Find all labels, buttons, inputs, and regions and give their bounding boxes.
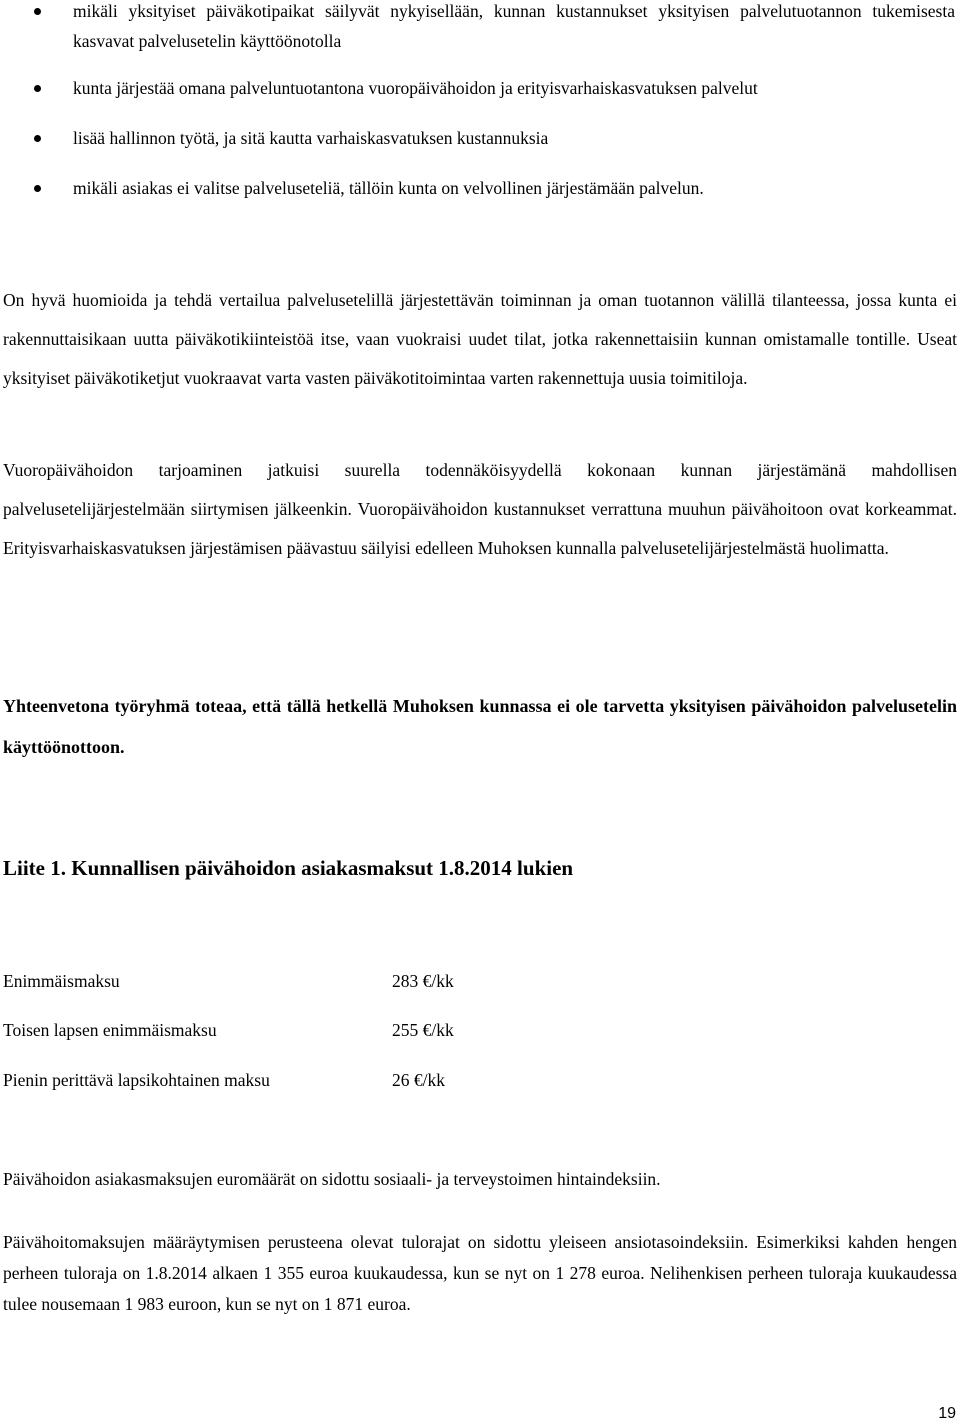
bullet-text: kunta järjestää omana palveluntuotantona vuoropäivähoidon ja erityisvarhaiskasvatuksen palvelut (73, 78, 758, 98)
fee-label: Enimmäismaksu (3, 971, 120, 991)
bullet-dot-icon (34, 185, 41, 192)
bullet-text: mikäli asiakas ei valitse palveluseteliä, tällöin kunta on velvollinen järjestämään palvelun. (73, 178, 704, 198)
paragraph-price-index: Päivähoidon asiakasmaksujen euromäärät on sidottu sosiaali- ja terveystoimen hintaindeksiin. (3, 1169, 661, 1189)
paragraph-shift-care: Vuoropäivähoidon tarjoaminen jatkuisi suurella todennäköisyydellä kokonaan kunnan järjestämänä mahdollisen palvelusetelijärjestelmään siirtymisen jälkeenkin. Vuoropäivähoidon kustannukset verrattuna muuhun päivähoitoon ovat korkeammat. Erityisvarhaiskasvatuksen järjestämisen päävastuu säilyisi edelleen Muhoksen kunnalla palvelusetelijärjestelmästä huolimatta. (3, 460, 957, 558)
summary-conclusion: Yhteenvetona työryhmä toteaa, että tällä hetkellä Muhoksen kunnassa ei ole tarvetta yksityisen päivähoidon palvelusetelin käyttöönottoon. (3, 696, 957, 757)
fee-value: 283 €/kk (392, 971, 454, 991)
fee-value: 26 €/kk (392, 1070, 445, 1090)
page-number: 19 (938, 1405, 956, 1422)
bullet-text: lisää hallinnon työtä, ja sitä kautta varhaiskasvatuksen kustannuksia (73, 128, 549, 148)
bullet-dot-icon (34, 135, 41, 142)
bullet-dot-icon (34, 8, 41, 15)
fee-label: Toisen lapsen enimmäismaksu (3, 1020, 217, 1040)
appendix-heading: Liite 1. Kunnallisen päivähoidon asiakasmaksut 1.8.2014 lukien (3, 856, 574, 880)
fee-value: 255 €/kk (392, 1020, 454, 1040)
fee-label: Pienin perittävä lapsikohtainen maksu (3, 1070, 270, 1090)
paragraph-comparison: On hyvä huomioida ja tehdä vertailua palvelusetelillä järjestettävän toiminnan ja oman tuotannon välillä tilanteessa, jossa kunta ei rakennuttaisikaan uutta päiväkotikiinteistöä itse, vaan vuokraisi uudet tilat, jotka rakennettaisiin kunnan omistamalle tontille. Useat yksityiset päiväkotiketjut vuokraavat varta vasten päiväkotitoimintaa varten rakennettuja uusia toimitiloja. (3, 290, 957, 388)
bullet-dot-icon (34, 85, 41, 92)
bullet-text: mikäli yksityiset päiväkotipaikat säilyvät nykyisellään, kunnan kustannukset yksityisen palvelutuotannon tukemisesta kasvavat palvelusetelin käyttöönotolla (73, 1, 955, 51)
paragraph-income-limits: Päivähoitomaksujen määräytymisen perusteena olevat tulorajat on sidottu yleiseen ansiotasoindeksiin. Esimerkiksi kahden hengen perheen tuloraja on 1.8.2014 alkaen 1 355 euroa kuukaudessa, kun se nyt on 1 278 euroa. Nelihenkisen perheen tuloraja kuukaudessa tulee nousemaan 1 983 euroon, kun se nyt on 1 871 euroa. (3, 1232, 957, 1314)
